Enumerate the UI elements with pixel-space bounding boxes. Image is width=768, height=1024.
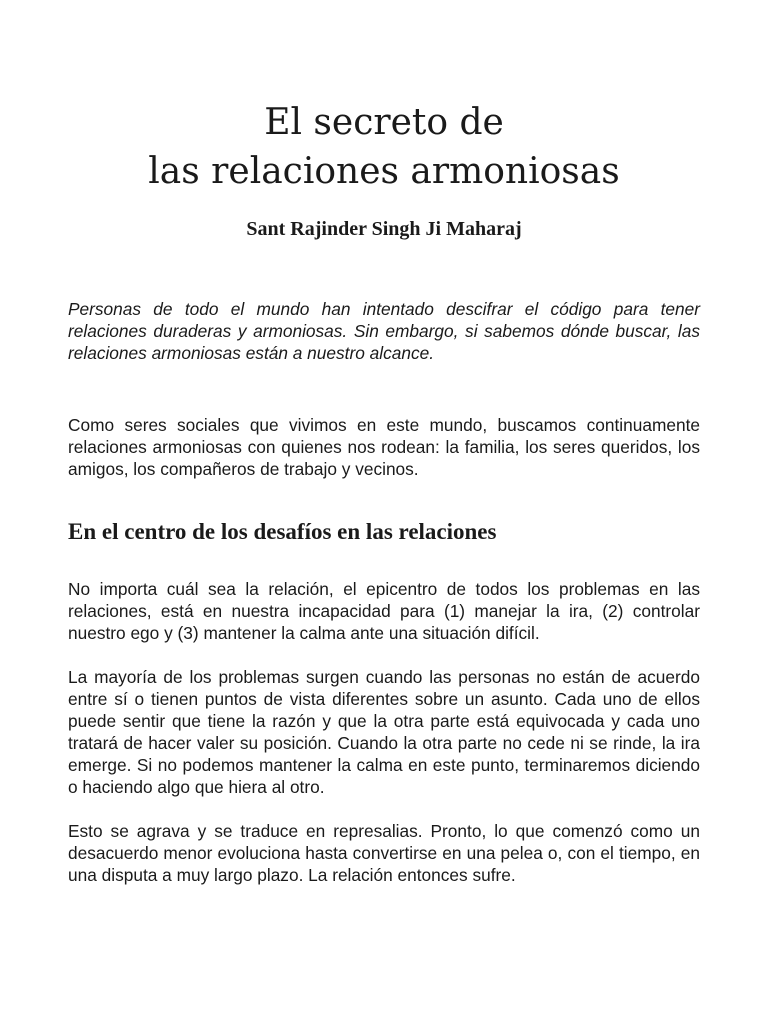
intro-paragraph: Personas de todo el mundo han intentado descifrar el código para tener relaciones duraderas y armoniosas. Sin embargo, si sabemos dónde buscar, las relaciones armoniosas están a nuestro alcance. — [68, 299, 700, 363]
author-name: Sant Rajinder Singh Ji Maharaj — [246, 218, 522, 240]
paragraph-1: Como seres sociales que vivimos en este mundo, buscamos continuamente relaciones armoniosas con quienes nos rodean: la familia, los seres queridos, los amigos, los compañeros de trabajo y vecinos. — [68, 415, 700, 479]
paragraph-3: La mayoría de los problemas surgen cuando las personas no están de acuerdo entre sí o tienen puntos de vista diferentes sobre un asunto. Cada uno de ellos puede sentir que tiene la razón y que la otra parte está equivocada y cada uno tratará de hacer valer su posición. Cuando la otra parte no cede ni se rinde, la ira emerge. Si no podemos mantener la calma en este punto, terminaremos diciendo o haciendo algo que hiera al otro. — [68, 667, 700, 797]
title-line-2: las relaciones armoniosas — [148, 151, 620, 192]
title-line-1: El secreto de — [264, 102, 504, 143]
section-heading: En el centro de los desafíos en las relaciones — [68, 519, 497, 544]
paragraph-2: No importa cuál sea la relación, el epicentro de todos los problemas en las relaciones, está en nuestra incapacidad para (1) manejar la ira, (2) controlar nuestro ego y (3) mantener la calma ante una situación difícil. — [68, 579, 700, 643]
document-title — [0, 98, 768, 196]
paragraph-4: Esto se agrava y se traduce en represalias. Pronto, lo que comenzó como un desacuerdo menor evoluciona hasta convertirse en una pelea o, con el tiempo, en una disputa a muy largo plazo. La relación entonces sufre. — [68, 821, 700, 885]
